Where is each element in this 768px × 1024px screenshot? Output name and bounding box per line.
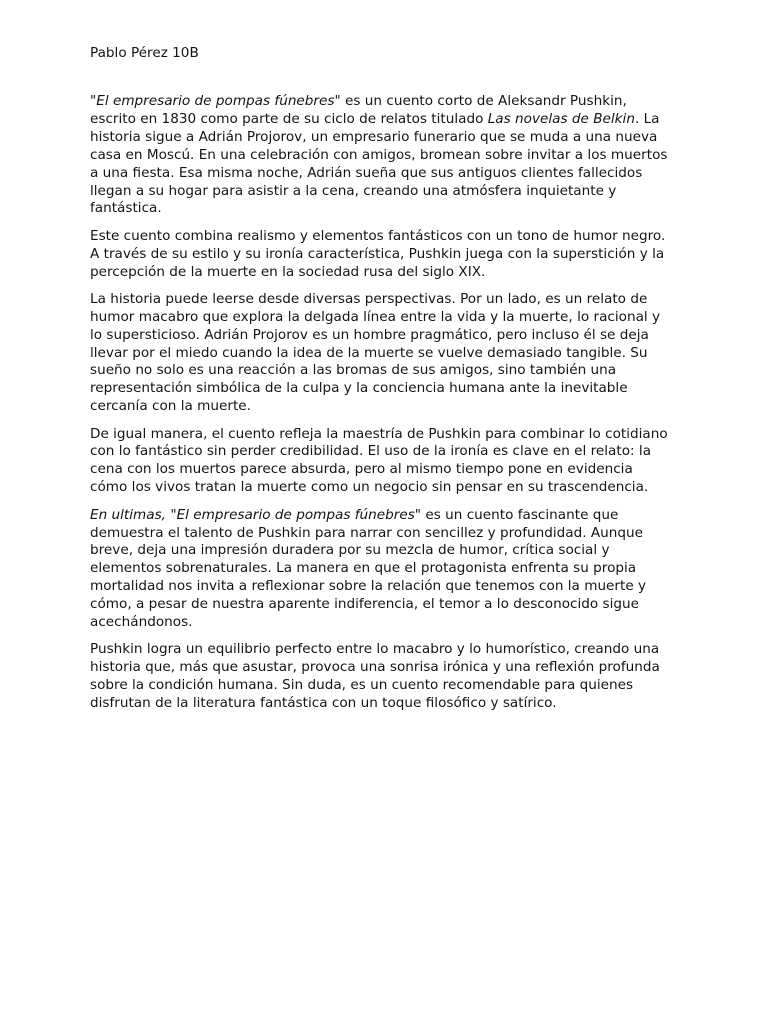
text-line [90, 525, 690, 543]
text-run: representación simbólica de la culpa y la conciencia humana ante la inevitable [90, 380, 628, 397]
text-line [90, 362, 690, 380]
text-run: disfrutan de la literatura fantástica con un toque filosófico y satírico. [90, 695, 557, 712]
text-line [90, 542, 690, 560]
text-run: cercanía con la muerte. [90, 398, 251, 415]
text-line [90, 111, 690, 129]
text-run: " [90, 93, 97, 109]
author-line: Pablo Pérez 10B [90, 45, 199, 61]
text-line [90, 461, 690, 479]
text-run: La historia puede leerse desde diversas perspectivas. Por un lado, es un relato de [90, 290, 648, 307]
text-run: demuestra el talento de Pushkin para narrar con sencillez y profundidad. Aunque [90, 524, 644, 541]
text-line [90, 596, 690, 614]
text-run: cómo los vivos tratan la muerte como un negocio sin pensar en su trascendencia. [90, 479, 649, 496]
text-run: casa en Moscú. En una celebración con amigos, bromean sobre invitar a los muertos [90, 146, 668, 163]
text-run: elementos sobrenaturales. La manera en que el protagonista enfrenta su propia [90, 560, 637, 577]
paragraph [90, 641, 690, 713]
text-run: acechándonos. [90, 614, 193, 631]
text-run: Este cuento combina realismo y elementos fantásticos con un tono de humor negro. [90, 227, 666, 244]
text-line [90, 200, 690, 218]
text-line [90, 264, 690, 282]
text-line [90, 246, 690, 264]
paragraph [90, 507, 690, 632]
paragraph [90, 93, 690, 218]
text-line [90, 327, 690, 345]
text-run: . La [634, 110, 660, 127]
text-run: lo supersticioso. Adrián Projorov es un hombre pragmático, pero incluso él se deja [90, 326, 649, 343]
paragraph [90, 291, 690, 416]
text-line [90, 560, 690, 578]
text-line [90, 443, 690, 461]
text-line [90, 641, 690, 659]
text-line [90, 291, 690, 309]
text-run: " es un cuento fascinante que [414, 506, 619, 523]
text-line [90, 507, 690, 525]
text-run: A través de su estilo y su ironía característica, Pushkin juega con la superstición y la [90, 245, 665, 262]
text-line [90, 165, 690, 183]
text-run: llegan a su hogar para asistir a la cena, creando una atmósfera inquietante y [90, 182, 617, 199]
text-run: breve, deja una impresión duradera por su mezcla de humor, crítica social y [90, 542, 610, 559]
text-line [90, 677, 690, 695]
italic-text: En ultimas, [90, 506, 171, 523]
text-run: sueño no solo es una reacción a las bromas de sus amigos, sino también una [90, 362, 617, 379]
text-run: Pushkin logra un equilibrio perfecto entre lo macabro y lo humorístico, creando una [90, 641, 660, 658]
text-run: historia que, más que asustar, provoca una sonrisa irónica y una reflexión profunda [90, 659, 660, 676]
text-line [90, 147, 690, 165]
text-run: cena con los muertos parece absurda, pero al mismo tiempo pone en evidencia [90, 461, 633, 478]
text-line [90, 380, 690, 398]
paragraph [90, 426, 690, 498]
essay-body [90, 93, 690, 722]
text-run: percepción de la muerte en la sociedad rusa del siglo XIX. [90, 263, 486, 280]
text-line [90, 183, 690, 201]
text-line [90, 578, 690, 596]
text-run: " [170, 506, 177, 523]
text-run: mortalidad nos invita a reflexionar sobre la relación que tenemos con la muerte y [90, 578, 647, 595]
text-run: llevar por el miedo cuando la idea de la muerte se vuelve demasiado tangible. Su [90, 344, 648, 361]
text-run: fantástica. [90, 200, 162, 217]
text-run: con lo fantástico sin perder credibilidad. El uso de la ironía es clave en el relato: la [90, 443, 652, 460]
text-run: humor macabro que explora la delgada línea entre la vida y la muerte, lo racional y [90, 308, 661, 325]
text-line [90, 228, 690, 246]
text-run: " es un cuento corto de Aleksandr Pushkin, [334, 93, 627, 109]
text-line [90, 345, 690, 363]
text-run: cómo, a pesar de nuestra aparente indiferencia, el temor a lo desconocido sigue [90, 596, 640, 613]
text-run: a una fiesta. Esa misma noche, Adrián sueña que sus antiguos clientes fallecidos [90, 164, 643, 181]
text-run: De igual manera, el cuento refleja la maestría de Pushkin para combinar lo cotidiano [90, 425, 668, 442]
text-line [90, 129, 690, 147]
text-line [90, 695, 690, 713]
text-run: sobre la condición humana. Sin duda, es un cuento recomendable para quienes [90, 677, 634, 694]
italic-text: El empresario de pompas fúnebres [96, 93, 335, 109]
text-line [90, 614, 690, 632]
text-line [90, 398, 690, 416]
text-line [90, 659, 690, 677]
italic-text: El empresario de pompas fúnebres [176, 506, 415, 523]
text-line [90, 426, 690, 444]
text-line [90, 479, 690, 497]
text-line [90, 309, 690, 327]
text-run: escrito en 1830 como parte de su ciclo de relatos titulado [90, 110, 488, 127]
text-line [90, 93, 690, 111]
paragraph [90, 228, 690, 282]
italic-text: Las novelas de Belkin [487, 110, 635, 127]
text-run: historia sigue a Adrián Projorov, un empresario funerario que se muda a una nueva [90, 128, 658, 145]
